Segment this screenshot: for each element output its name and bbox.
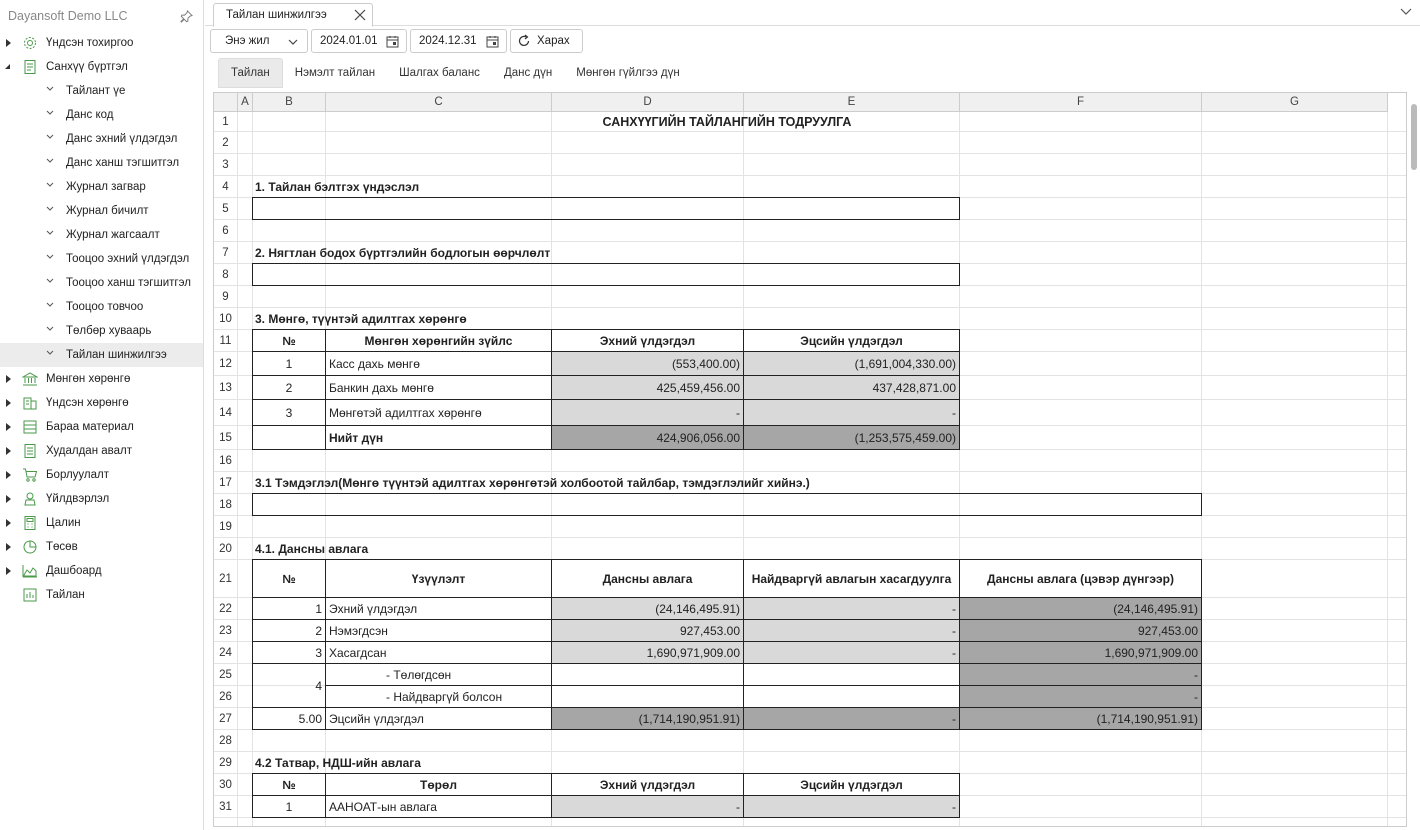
- table-cell[interactable]: ААНОАТ-ын авлага: [325, 795, 552, 818]
- column-header[interactable]: G: [1202, 93, 1388, 112]
- sidebar-subitem-label: Журнал жагсаалт: [66, 229, 160, 241]
- building-icon: [22, 395, 38, 411]
- subtab[interactable]: Нэмэлт тайлан: [294, 67, 376, 79]
- table-cell[interactable]: [551, 663, 744, 686]
- section-heading[interactable]: 3.1 Тэмдэглэл(Мөнгө түүнтэй адилтгах хөрөнгөтэй холбоотой тайлбар, тэмдэглэлийг хийнэ.): [255, 475, 810, 490]
- table-header[interactable]: Эцсийн үлдэгдэл: [743, 773, 960, 796]
- sidebar-item-label: Худалдан авалт: [46, 445, 133, 457]
- bar-chart-icon: [22, 587, 38, 603]
- chevron-down-icon: [46, 85, 54, 93]
- sidebar-subitem-label: Тайлан шинжилгээ: [66, 349, 167, 361]
- calendar-icon[interactable]: [486, 35, 499, 48]
- sidebar-item-label: Мөнгөн хөрөнгө: [46, 373, 131, 385]
- row-header[interactable]: 15: [214, 426, 238, 450]
- sidebar-item-label: Бараа материал: [46, 421, 134, 433]
- row-header[interactable]: 16: [214, 450, 238, 472]
- input-box[interactable]: [252, 197, 960, 220]
- sidebar-item-label: Тайлан: [46, 589, 85, 601]
- grid-line: [237, 112, 238, 826]
- table-cell[interactable]: [551, 685, 744, 708]
- row-header[interactable]: 21: [214, 560, 238, 598]
- table-header[interactable]: Дансны авлага: [551, 559, 744, 598]
- row-header[interactable]: 28: [214, 730, 238, 752]
- table-cell[interactable]: 927,453.00: [959, 619, 1202, 642]
- input-box[interactable]: [252, 263, 960, 286]
- caret-right-icon[interactable]: [6, 519, 11, 527]
- table-header[interactable]: Найдваргүй авлагын хасагдуулга: [743, 559, 960, 598]
- pin-icon[interactable]: [180, 10, 193, 23]
- table-header[interactable]: №: [252, 559, 326, 598]
- table-cell[interactable]: 1,690,971,909.00: [551, 641, 744, 664]
- row-header[interactable]: 7: [214, 242, 238, 264]
- section-heading[interactable]: 4.2 Татвар, НДШ-ийн авлага: [255, 755, 421, 770]
- date-to-field[interactable]: [410, 29, 507, 53]
- column-header[interactable]: F: [960, 93, 1202, 112]
- table-cell[interactable]: 3: [252, 641, 326, 664]
- refresh-icon: [517, 34, 531, 48]
- caret-right-icon[interactable]: [6, 447, 11, 455]
- sidebar-item[interactable]: [0, 415, 203, 439]
- sidebar-subitem[interactable]: [0, 103, 203, 127]
- grid-line: [238, 153, 1406, 154]
- table-cell[interactable]: (24,146,495.91): [959, 597, 1202, 620]
- view-button[interactable]: [510, 29, 583, 53]
- table-cell[interactable]: [252, 425, 326, 450]
- table-cell[interactable]: [743, 685, 960, 708]
- input-box[interactable]: [252, 493, 1202, 516]
- caret-right-icon[interactable]: [6, 39, 11, 47]
- sidebar-subitem[interactable]: [0, 127, 203, 151]
- column-header[interactable]: D: [552, 93, 744, 112]
- document-tab-bar: [205, 0, 1420, 26]
- table-cell[interactable]: 3: [252, 399, 326, 426]
- row-header[interactable]: 2: [214, 132, 238, 154]
- section-heading[interactable]: 4.1. Дансны авлага: [255, 541, 369, 556]
- table-cell[interactable]: 2: [252, 619, 326, 642]
- row-header[interactable]: 22: [214, 598, 238, 620]
- row-header[interactable]: 18: [214, 494, 238, 516]
- sidebar-item[interactable]: [0, 559, 203, 583]
- section-heading[interactable]: 1. Тайлан бэлтгэх үндэслэл: [255, 179, 420, 194]
- column-header[interactable]: A: [238, 93, 253, 112]
- row-header[interactable]: 29: [214, 752, 238, 774]
- row-header[interactable]: 11: [214, 330, 238, 352]
- scrollbar-thumb[interactable]: [1411, 104, 1417, 170]
- table-cell[interactable]: -: [743, 707, 960, 730]
- table-cell[interactable]: 1: [252, 351, 326, 376]
- sidebar-item-label: Цалин: [46, 517, 81, 529]
- sidebar-item[interactable]: [0, 31, 203, 55]
- subtab[interactable]: Мөнгөн гүйлгээ дүн: [576, 67, 680, 79]
- table-cell[interactable]: Нийт дүн: [325, 425, 552, 450]
- chevron-down-icon: [46, 253, 54, 261]
- factory-icon: [22, 491, 38, 507]
- close-icon[interactable]: [354, 9, 366, 21]
- sidebar-subitem-label: Тооцоо эхний үлдэгдэл: [66, 253, 190, 265]
- table-cell[interactable]: Мөнгөтэй адилтгах хөрөнгө: [325, 399, 552, 426]
- row-header[interactable]: 27: [214, 708, 238, 730]
- sidebar-subitem-label: Данс эхний үлдэгдэл: [66, 133, 178, 145]
- sidebar-subitem-label: Төлбөр хуваарь: [66, 325, 152, 337]
- table-header[interactable]: Эхний үлдэгдэл: [551, 329, 744, 352]
- caret-right-icon[interactable]: [6, 375, 11, 383]
- bank-icon: [22, 371, 38, 387]
- period-value: Энэ жил: [225, 35, 270, 47]
- chevron-down-icon: [46, 229, 54, 237]
- pie-chart-icon: [22, 539, 38, 555]
- sidebar-subitem-label: Тооцоо товчоо: [66, 301, 144, 313]
- chevron-down-icon: [46, 325, 54, 333]
- row-header[interactable]: 24: [214, 642, 238, 664]
- table-cell[interactable]: 2: [252, 375, 326, 400]
- sidebar-item[interactable]: [0, 55, 203, 79]
- chevron-down-icon: [46, 133, 54, 141]
- sidebar-subitem[interactable]: [0, 223, 203, 247]
- table-cell[interactable]: -: [743, 399, 960, 426]
- chevron-down-icon[interactable]: [1400, 8, 1412, 16]
- sidebar-subitem[interactable]: [0, 151, 203, 175]
- sidebar-item-label: Үндсэн тохиргоо: [46, 37, 134, 49]
- sidebar-item[interactable]: [0, 463, 203, 487]
- row-header[interactable]: 10: [214, 308, 238, 330]
- table-cell[interactable]: - Найдваргүй болсон: [325, 685, 552, 708]
- sidebar-item[interactable]: [0, 391, 203, 415]
- table-cell[interactable]: [743, 663, 960, 686]
- sidebar-subitem[interactable]: [0, 199, 203, 223]
- table-cell[interactable]: (553,400.00): [551, 351, 744, 376]
- sidebar-item-label: Төсөв: [46, 541, 78, 553]
- row-header[interactable]: 9: [214, 286, 238, 308]
- sidebar-item-label: Үйлдвэрлэл: [46, 493, 110, 505]
- section-heading[interactable]: 2. Нягтлан бодох бүртгэлийн бодлогын өөрчлөлт: [255, 245, 551, 260]
- sidebar-subitem[interactable]: [0, 319, 203, 343]
- subtab[interactable]: Данс дүн: [503, 67, 553, 79]
- section-heading[interactable]: 3. Мөнгө, түүнтэй адилтгах хөрөнгө: [255, 311, 467, 326]
- sidebar-item-label: Санхүү бүртгэл: [46, 61, 128, 73]
- chevron-down-icon: [288, 39, 298, 46]
- table-cell[interactable]: - Төлөгдсөн: [325, 663, 552, 686]
- subtab[interactable]: Тайлан: [218, 58, 283, 88]
- sidebar-subitem[interactable]: [0, 343, 203, 367]
- column-header[interactable]: C: [326, 93, 552, 112]
- spreadsheet[interactable]: [213, 92, 1407, 827]
- column-header[interactable]: E: [744, 93, 960, 112]
- sidebar-header: [0, 0, 203, 32]
- sidebar-subitem-label: Журнал загвар: [66, 181, 146, 193]
- table-header[interactable]: Мөнгөн хөрөнгийн зүйлс: [325, 329, 552, 352]
- row-header[interactable]: 25: [214, 664, 238, 686]
- table-cell[interactable]: -: [551, 399, 744, 426]
- tab-label: Тайлан шинжилгээ: [226, 9, 327, 21]
- row-header[interactable]: 23: [214, 620, 238, 642]
- table-header[interactable]: Эхний үлдэгдэл: [551, 773, 744, 796]
- company-name: Dayansoft Demo LLC: [8, 9, 128, 23]
- table-cell[interactable]: 437,428,871.00: [743, 375, 960, 400]
- caret-right-icon[interactable]: [6, 399, 11, 407]
- cart-icon: [22, 467, 38, 483]
- sidebar-subitem[interactable]: [0, 175, 203, 199]
- sidebar-subitem-label: Тооцоо ханш тэгшитгэл: [66, 277, 191, 289]
- caret-down-icon[interactable]: [5, 64, 10, 69]
- chevron-down-icon: [46, 181, 54, 189]
- caret-right-icon[interactable]: [6, 471, 11, 479]
- row-header[interactable]: 12: [214, 352, 238, 376]
- table-cell[interactable]: 425,459,456.00: [551, 375, 744, 400]
- caret-right-icon[interactable]: [6, 543, 11, 551]
- table-cell[interactable]: 1: [252, 597, 326, 620]
- row-header[interactable]: 19: [214, 516, 238, 538]
- sidebar-subitem[interactable]: [0, 295, 203, 319]
- table-cell[interactable]: -: [959, 685, 1202, 708]
- row-header[interactable]: 14: [214, 400, 238, 426]
- date-to-value: 2024.12.31: [419, 35, 477, 47]
- chevron-down-icon: [46, 157, 54, 165]
- table-cell[interactable]: Банкин дахь мөнгө: [325, 375, 552, 400]
- row-header[interactable]: 17: [214, 472, 238, 494]
- gear-icon: [22, 35, 38, 51]
- table-header[interactable]: Төрөл: [325, 773, 552, 796]
- chevron-down-icon: [46, 349, 54, 357]
- table-cell[interactable]: 5.00: [252, 707, 326, 730]
- row-header[interactable]: 30: [214, 774, 238, 796]
- table-cell[interactable]: -: [743, 641, 960, 664]
- table-cell[interactable]: Эхний үлдэгдэл: [325, 597, 552, 620]
- sidebar-subitem-label: Журнал бичилт: [66, 205, 149, 217]
- sidebar-subitem-label: Данс ханш тэгшитгэл: [66, 157, 180, 169]
- sidebar-subitem[interactable]: [0, 271, 203, 295]
- sidebar-subitem-label: Тайлант үе: [66, 85, 126, 97]
- row-header[interactable]: 13: [214, 376, 238, 400]
- sidebar: [0, 0, 204, 830]
- sidebar-item[interactable]: [0, 487, 203, 511]
- table-header[interactable]: Үзүүлэлт: [325, 559, 552, 598]
- table-cell[interactable]: (1,691,004,330.00): [743, 351, 960, 376]
- caret-right-icon[interactable]: [6, 495, 11, 503]
- sidebar-subitem[interactable]: [0, 79, 203, 103]
- grid-line: [1387, 112, 1388, 826]
- table-header[interactable]: №: [252, 329, 326, 352]
- table-cell[interactable]: Касс дахь мөнгө: [325, 351, 552, 376]
- row-header[interactable]: 8: [214, 264, 238, 286]
- table-cell[interactable]: (24,146,495.91): [551, 597, 744, 620]
- row-header[interactable]: 20: [214, 538, 238, 560]
- table-cell[interactable]: 1,690,971,909.00: [959, 641, 1202, 664]
- sidebar-item-label: Үндсэн хөрөнгө: [46, 397, 129, 409]
- table-cell[interactable]: -: [551, 795, 744, 818]
- report-subtabs: [218, 58, 692, 88]
- toolbar: [210, 29, 583, 55]
- table-cell[interactable]: (1,714,190,951.91): [551, 707, 744, 730]
- caret-right-icon[interactable]: [6, 567, 11, 575]
- sheet-corner[interactable]: [214, 93, 238, 112]
- table-cell[interactable]: Нэмэгдсэн: [325, 619, 552, 642]
- table-header[interactable]: №: [252, 773, 326, 796]
- vertical-scrollbar[interactable]: [1408, 92, 1420, 827]
- tab-report-analysis[interactable]: [213, 3, 373, 27]
- date-from-field[interactable]: [311, 29, 407, 53]
- table-cell[interactable]: -: [743, 597, 960, 620]
- report-title[interactable]: САНХҮҮГИЙН ТАЙЛАНГИЙН ТОДРУУЛГА: [602, 114, 852, 129]
- caret-right-icon[interactable]: [6, 423, 11, 431]
- table-cell[interactable]: Эцсийн үлдэгдэл: [325, 707, 552, 730]
- row-header[interactable]: 1: [214, 112, 238, 132]
- period-select[interactable]: [210, 29, 308, 53]
- chevron-down-icon: [46, 109, 54, 117]
- sidebar-item[interactable]: [0, 535, 203, 559]
- table-header[interactable]: Эцсийн үлдэгдэл: [743, 329, 960, 352]
- row-header[interactable]: 3: [214, 154, 238, 176]
- table-cell[interactable]: -: [959, 663, 1202, 686]
- calendar-icon[interactable]: [386, 35, 399, 48]
- row-header[interactable]: 26: [214, 686, 238, 708]
- column-header[interactable]: B: [253, 93, 326, 112]
- chevron-down-icon: [46, 301, 54, 309]
- table-header[interactable]: Дансны авлага (цэвэр дүнгээр): [959, 559, 1202, 598]
- subtab[interactable]: Шалгах баланс: [399, 67, 480, 79]
- table-cell[interactable]: (1,714,190,951.91): [959, 707, 1202, 730]
- sidebar-item[interactable]: [0, 511, 203, 535]
- view-label: Харах: [537, 35, 570, 47]
- table-cell[interactable]: (1,253,575,459.00): [743, 425, 960, 450]
- row-header[interactable]: 4: [214, 176, 238, 198]
- purchase-icon: [22, 443, 38, 459]
- table-cell[interactable]: -: [743, 795, 960, 818]
- table-cell[interactable]: 927,453.00: [551, 619, 744, 642]
- sidebar-item[interactable]: [0, 367, 203, 391]
- row-header[interactable]: 6: [214, 220, 238, 242]
- row-header[interactable]: 31: [214, 796, 238, 818]
- calculator-icon: [22, 515, 38, 531]
- date-from-value: 2024.01.01: [320, 35, 378, 47]
- sidebar-subitem[interactable]: [0, 247, 203, 271]
- chevron-down-icon: [46, 277, 54, 285]
- sidebar-subitem-label: Данс код: [66, 109, 114, 121]
- area-chart-icon: [22, 563, 38, 579]
- table-cell[interactable]: 4: [252, 663, 326, 708]
- sidebar-item[interactable]: [0, 439, 203, 463]
- sidebar-item-label: Дашбоард: [46, 565, 102, 577]
- ledger-icon: [22, 59, 38, 75]
- inventory-icon: [22, 419, 38, 435]
- table-cell[interactable]: 424,906,056.00: [551, 425, 744, 450]
- table-cell[interactable]: Хасагдсан: [325, 641, 552, 664]
- row-header[interactable]: 5: [214, 198, 238, 220]
- table-cell[interactable]: 1: [252, 795, 326, 818]
- table-cell[interactable]: -: [743, 619, 960, 642]
- chevron-down-icon: [46, 205, 54, 213]
- sidebar-item-label: Борлуулалт: [46, 469, 109, 481]
- sidebar-item[interactable]: [0, 583, 203, 607]
